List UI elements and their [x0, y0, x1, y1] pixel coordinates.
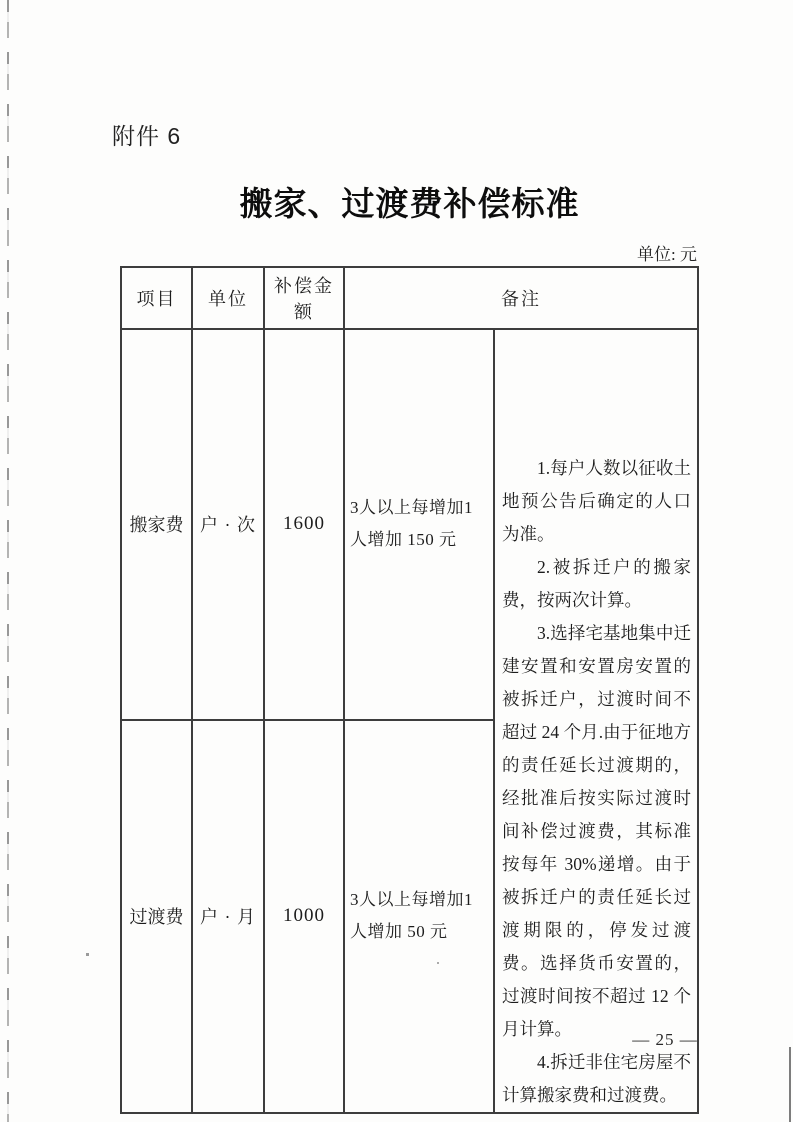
compensation-table: [120, 266, 699, 1114]
cell-remarks: [494, 329, 698, 1113]
remarks-paragraph-3: 3.选择宅基地集中迁建安置和安置房安置的被拆迁户，过渡时间不超过 24 个月.由于征地方的责任延长过渡期的，经批准后按实际过渡时间补偿过渡费，其标准按每年 30%递增。由于被拆迁户的责任延长过渡期限的，停发过渡费。选择货币安置的，过渡时间按不超过 12 个月计算。: [502, 623, 691, 1039]
cell-amount-transition-fee: 1000: [264, 720, 344, 1113]
remarks-paragraph-2: 2.被拆迁户的搬家费，按两次计算。: [502, 557, 691, 610]
table-header-row: [121, 267, 698, 329]
scan-speck: [86, 953, 89, 956]
header-remarks: 备注: [344, 267, 698, 329]
cell-unit-moving-fee: 户 · 次: [192, 329, 264, 720]
header-item: 项目: [121, 267, 192, 329]
cell-item-moving-fee: 搬家费: [121, 329, 192, 720]
remarks-paragraph-4: 4.拆迁非住宅房屋不计算搬家费和过渡费。: [502, 1052, 691, 1105]
header-unit: 单位: [192, 267, 264, 329]
cell-extra-transition-fee: 3人以上每增加1人增加 50 元: [344, 720, 494, 1113]
cell-item-transition-fee: 过渡费: [121, 720, 192, 1113]
unit-note: 单位: 元: [637, 245, 697, 264]
scan-artifact-left-line: [7, 0, 9, 1122]
page-title: 搬家、过渡费补偿标准: [239, 187, 580, 223]
cell-amount-moving-fee: 1600: [264, 329, 344, 720]
attachment-label: 附件 6: [112, 123, 182, 149]
remarks-paragraph-1: 1.每户人数以征收土地预公告后确定的人口为准。: [502, 458, 691, 544]
cell-extra-moving-fee: 3人以上每增加1人增加 150 元: [344, 329, 494, 720]
table-row-moving-fee: [121, 329, 698, 720]
scan-artifact-right-line: [789, 1047, 791, 1122]
header-amount: 补偿金额: [264, 267, 344, 329]
cell-unit-transition-fee: 户 · 月: [192, 720, 264, 1113]
page-number: — 25 —: [632, 1030, 698, 1049]
